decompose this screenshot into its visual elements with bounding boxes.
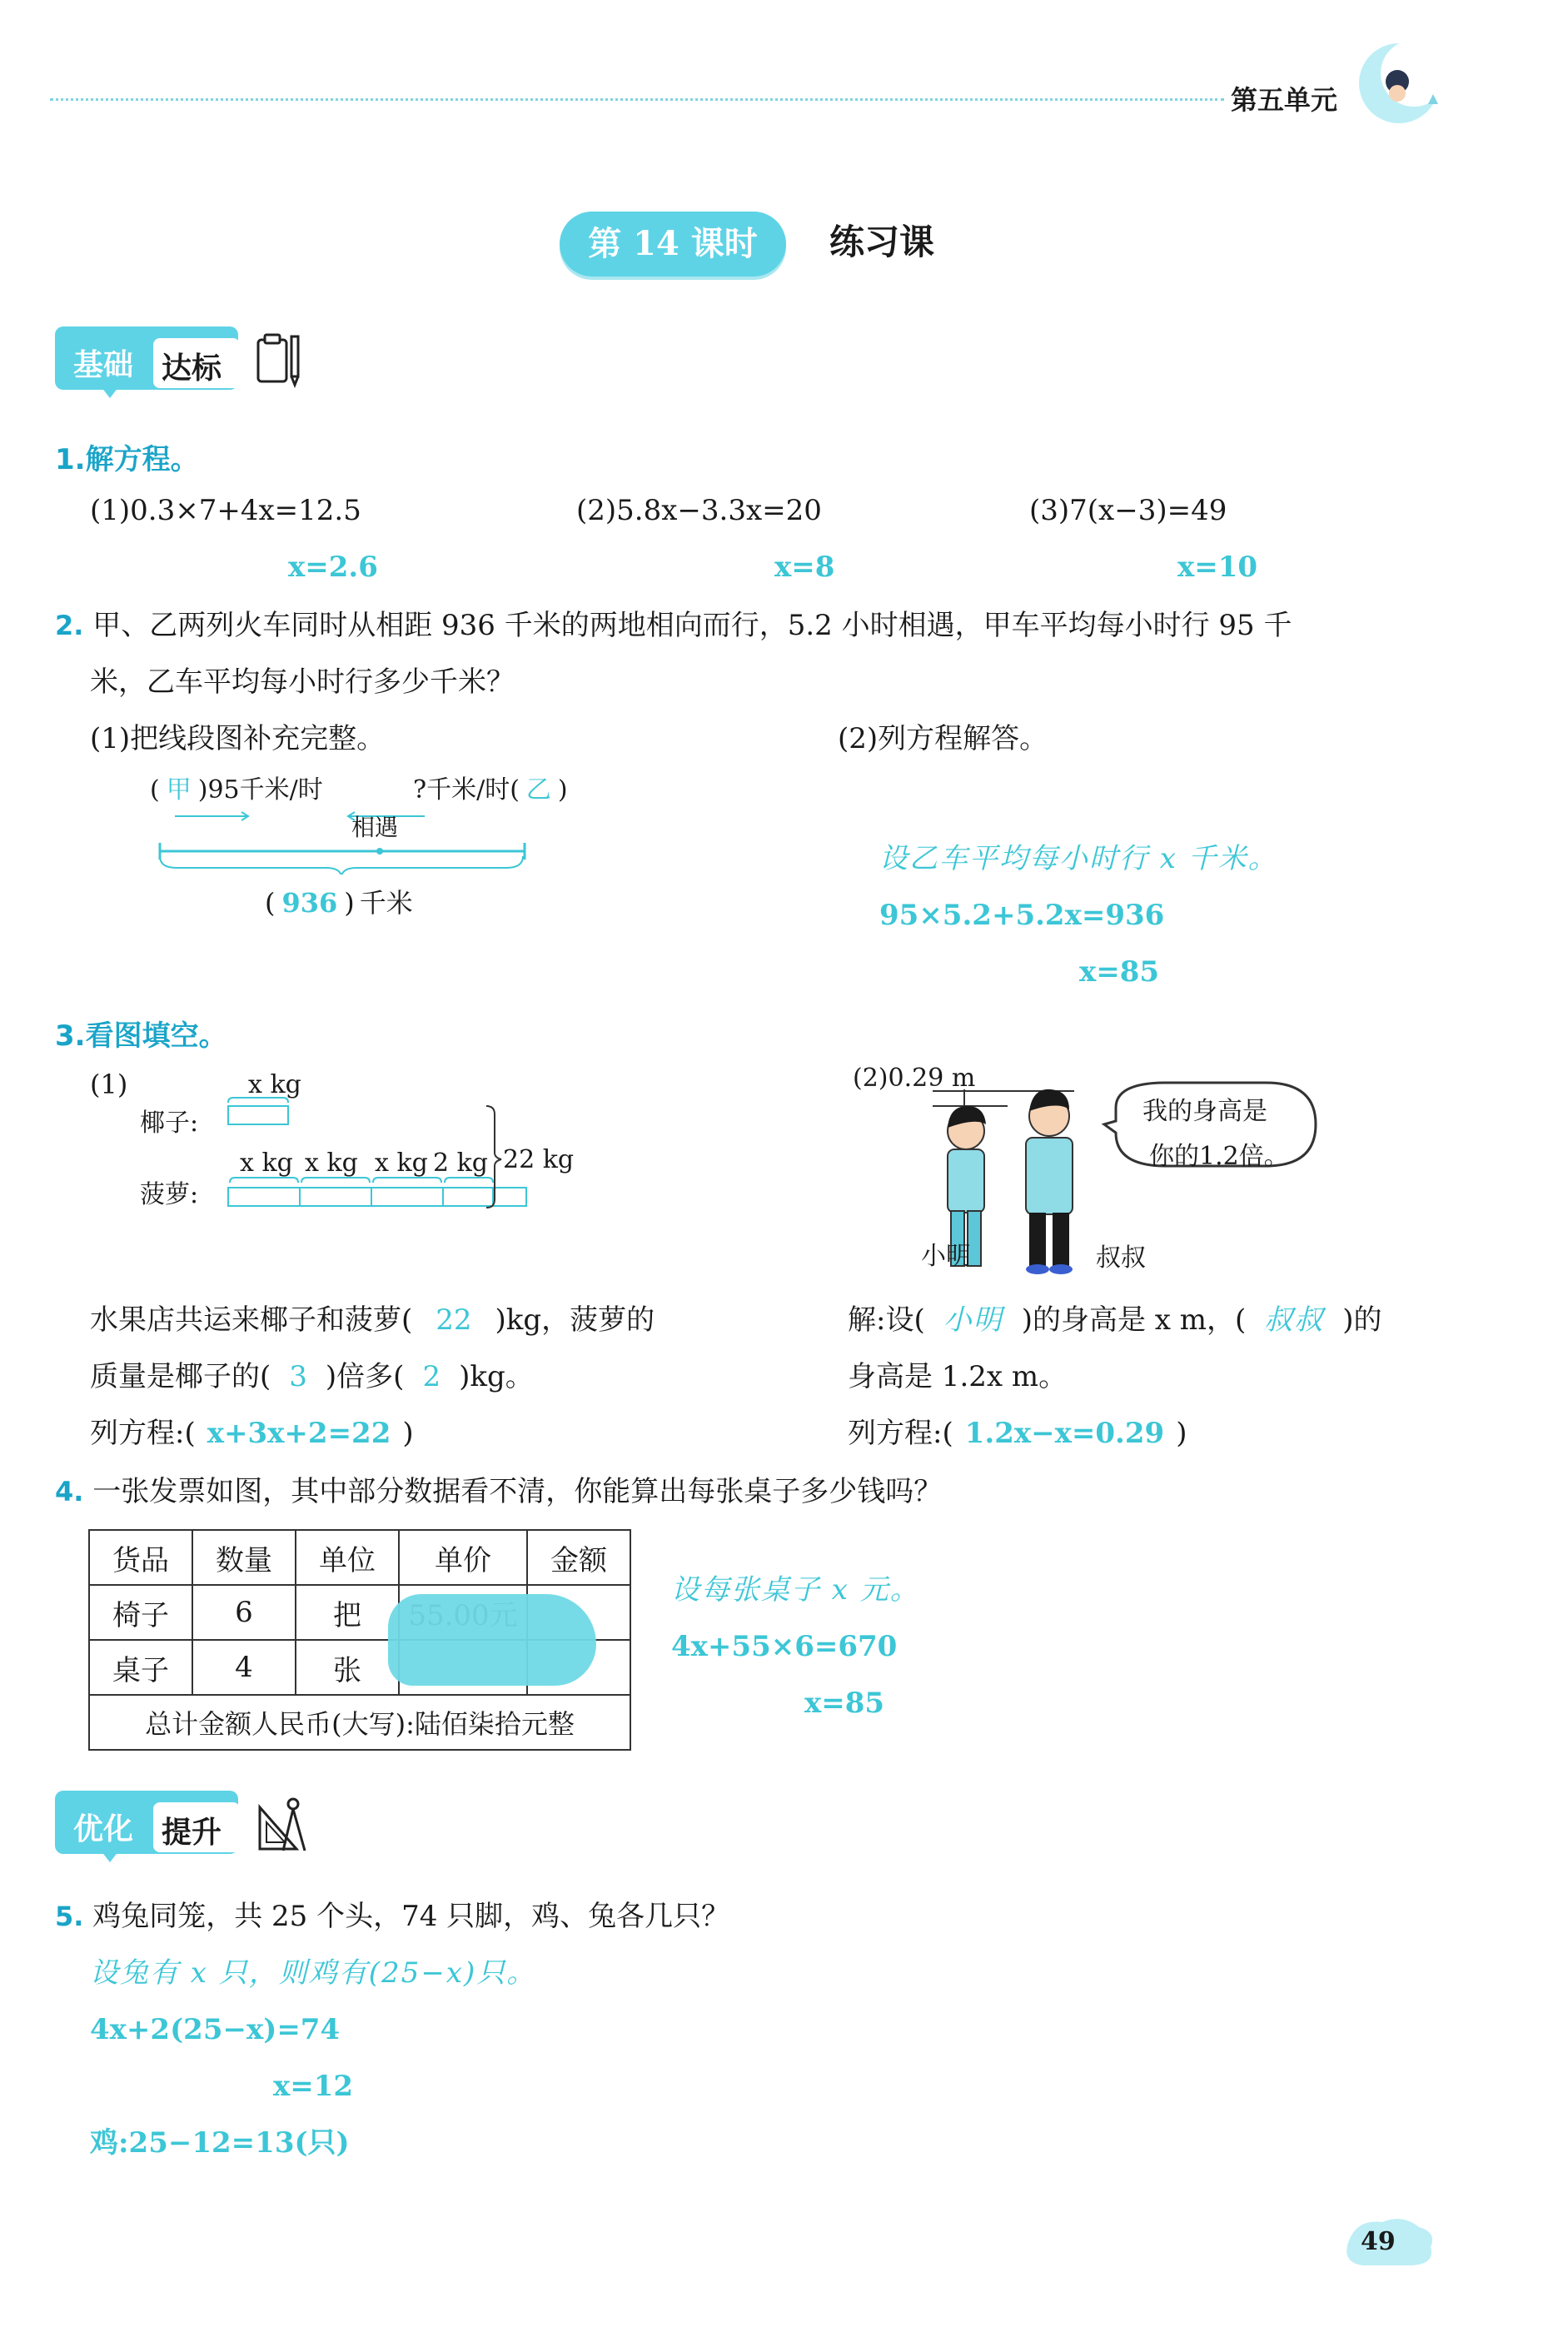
q2-number: 2. — [55, 610, 84, 641]
bubble-line-2: 你的1.2倍。 — [1149, 1142, 1289, 1171]
q4-solution-2: 4x+55×6=670 — [671, 1630, 898, 1663]
cell: 椅子 — [89, 1585, 192, 1640]
paren: ( — [150, 775, 160, 805]
section-header-basic — [55, 326, 305, 410]
height-diff: 0.29 m — [888, 1064, 976, 1093]
q2-speed-yi: ?千米/时 — [413, 775, 510, 805]
th-goods: 货品 — [89, 1530, 192, 1585]
q3-title: 看图填空。 — [85, 1019, 227, 1053]
q3p1-text: )kg。 — [459, 1360, 534, 1393]
header-dotted-rule — [50, 98, 1224, 101]
q5-solution-2: 4x+2(25−x)=74 — [90, 2013, 341, 2046]
q3p1-fill-3: 2 — [422, 1360, 441, 1393]
q1-number: 1. — [55, 443, 86, 476]
q2-fill-total: 936 — [281, 887, 338, 919]
q2-total-unit: 千米 — [359, 887, 413, 919]
q5-number: 5. — [55, 1901, 84, 1932]
q3p2-text: 解:设( — [848, 1303, 925, 1337]
uncle-figure — [1026, 1089, 1073, 1274]
q1-eq-1: (1)0.3×7+4x=12.5 — [90, 494, 361, 527]
q3p1-text: 列方程:( — [90, 1417, 196, 1450]
q2-solution-1: 设乙车平均每小时行 x 千米。 — [879, 842, 1278, 875]
q3p1-text: )kg，菠萝的 — [495, 1303, 655, 1337]
q3p2-text: ) — [1176, 1417, 1187, 1450]
paren: ( — [510, 775, 520, 805]
q3-number: 3. — [55, 1019, 86, 1053]
coconut-label: 椰子: — [140, 1109, 199, 1138]
q3p2-text: )的 — [1342, 1303, 1382, 1337]
q2-sub-1: (1)把线段图补充完整。 — [90, 722, 386, 755]
q2-solution-2: 95×5.2+5.2x=936 — [879, 899, 1165, 932]
q3-height-illustration — [841, 1058, 1341, 1291]
section-advanced-left: 优化 — [73, 1812, 134, 1846]
q1-answer-1: x=2.6 — [288, 551, 378, 584]
cell: 把 — [296, 1585, 399, 1640]
page-number: 49 — [1361, 2227, 1396, 2256]
lesson-badge — [560, 212, 786, 277]
th-qty: 数量 — [192, 1530, 296, 1585]
paren: ) — [197, 775, 208, 805]
q3p2-text: )的身高是 x m，( — [1021, 1303, 1247, 1337]
q5-solution-3: x=12 — [273, 2070, 354, 2103]
lesson-badge-text: 第 14 课时 — [588, 224, 758, 263]
q3-p1-label: (1) — [90, 1069, 128, 1100]
th-unit: 单位 — [296, 1530, 399, 1585]
cell: 4 — [192, 1640, 296, 1695]
clipboard-icon — [253, 330, 303, 388]
section-basic-left: 基础 — [73, 348, 134, 382]
q5-solution-4: 鸡:25−12=13(只) — [90, 2126, 350, 2160]
q1-title: 解方程。 — [85, 443, 199, 476]
section-header-advanced — [55, 1791, 321, 1874]
q5-text: 鸡兔同笼，共 25 个头，74 只脚，鸡、兔各几只？ — [92, 1900, 730, 1933]
q3p1-fill-4: x+3x+2=22 — [207, 1417, 391, 1450]
q3p1-fill-1: 22 — [436, 1303, 472, 1337]
bubble-line-1: 我的身高是 — [1142, 1097, 1267, 1126]
q3p1-text: ) — [402, 1417, 414, 1450]
meeting-point — [376, 848, 383, 855]
q3p1-text: 水果店共运来椰子和菠萝( — [90, 1303, 413, 1337]
q2-speed-jia: 95千米/时 — [207, 775, 323, 805]
q3p2-label: (2) — [853, 1064, 889, 1093]
q2-text-1: 甲、乙两列火车同时从相距 936 千米的两地相向而行，5.2 小时相遇，甲车平均每小时行 95 千 — [92, 609, 1292, 642]
cell: 张 — [296, 1640, 399, 1695]
page-number-badge — [1341, 2215, 1441, 2265]
q1-eq-2: (2)5.8x−3.3x=20 — [576, 494, 822, 527]
pineapple-label: 菠萝: — [140, 1180, 199, 1209]
paren: ( — [265, 887, 276, 919]
cell: 6 — [192, 1585, 296, 1640]
pineapple-seg-3: x kg — [375, 1149, 428, 1178]
uncle-name: 叔叔 — [1096, 1243, 1146, 1273]
th-amount: 金额 — [527, 1530, 630, 1585]
q4-solution-3: x=85 — [804, 1687, 885, 1720]
q3p2-line-2: 身高是 1.2x m。 — [848, 1360, 1068, 1393]
section-advanced-right: 提升 — [162, 1816, 222, 1850]
q1-eq-3: (3)7(x−3)=49 — [1029, 494, 1227, 527]
q2-text-2: 米，乙车平均每小时行多少千米？ — [90, 665, 515, 699]
unit-label: 第五单元 — [1231, 84, 1338, 116]
pineapple-seg-4: 2 kg — [433, 1149, 489, 1178]
q4-number: 4. — [55, 1476, 84, 1507]
q1-answer-2: x=8 — [774, 551, 835, 584]
q3p1-text: 质量是椰子的( — [90, 1360, 271, 1393]
section-basic-right: 达标 — [162, 351, 222, 386]
q3-fruit-diagram — [133, 1069, 600, 1211]
paren: ) — [344, 887, 355, 919]
q2-meet-label: 相遇 — [351, 814, 399, 841]
q3p2-text: 列方程:( — [848, 1417, 953, 1450]
ruler-compass-icon — [255, 1791, 313, 1857]
boy-name: 小明 — [921, 1242, 971, 1271]
pineapple-seg-1: x kg — [240, 1149, 293, 1178]
ink-smudge — [388, 1594, 596, 1686]
invoice-total: 总计金额人民币(大写):陆佰柒拾元整 — [89, 1695, 630, 1750]
q3p2-fill-3: 1.2x−x=0.29 — [964, 1417, 1165, 1450]
q2-fill-yi: 乙 — [525, 775, 551, 805]
coconut-xkg: x kg — [248, 1070, 301, 1099]
q3p2-fill-1: 小明 — [943, 1303, 1003, 1337]
lesson-title: 练习课 — [829, 222, 935, 262]
q2-line-diagram — [150, 771, 568, 929]
q3p1-fill-2: 3 — [289, 1360, 307, 1393]
q3p2-fill-2: 叔叔 — [1264, 1303, 1325, 1337]
cell: 桌子 — [89, 1640, 192, 1695]
q3p1-text: )倍多( — [325, 1360, 405, 1393]
total-weight: 22 kg — [503, 1145, 575, 1174]
q2-fill-jia: 甲 — [166, 775, 192, 805]
pineapple-seg-2: x kg — [305, 1149, 358, 1178]
q2-sub-2: (2)列方程解答。 — [838, 722, 1048, 755]
q4-solution-1: 设每张桌子 x 元。 — [671, 1573, 920, 1607]
q1-answer-3: x=10 — [1177, 551, 1258, 584]
q4-text: 一张发票如图，其中部分数据看不清，你能算出每张桌子多少钱吗？ — [92, 1475, 943, 1508]
q5-solution-1: 设兔有 x 只，则鸡有(25−x)只。 — [90, 1956, 537, 1990]
moon-mascot-icon — [1349, 25, 1449, 133]
paren: ) — [557, 775, 568, 805]
th-price: 单价 — [399, 1530, 527, 1585]
q2-solution-3: x=85 — [1079, 955, 1160, 989]
